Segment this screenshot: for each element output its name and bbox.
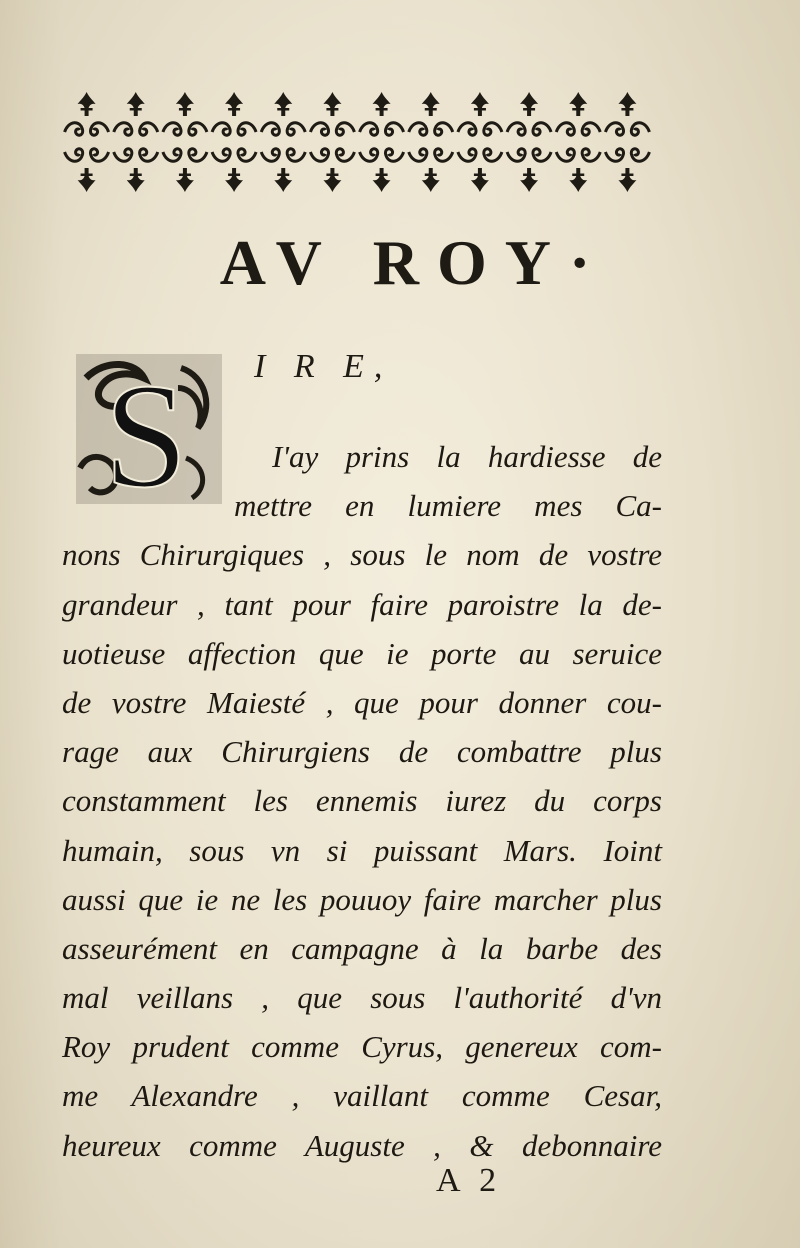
fleuron-unit <box>360 92 404 192</box>
fleuron-unit <box>409 92 453 192</box>
fleuron-unit <box>458 92 502 192</box>
text-line: mal veillans , que sous l'authorité d'vn <box>62 980 662 1016</box>
page-signature-mark: A 2 <box>436 1162 503 1199</box>
text-line: heureux comme Auguste , & debonnaire <box>62 1127 662 1163</box>
dropcap-letter: S <box>104 353 188 508</box>
fleuron-band-icon <box>62 92 652 192</box>
fleuron-unit <box>65 92 109 192</box>
fleuron-unit <box>261 92 305 192</box>
text-line: nons Chirurgiques , sous le nom de vostre <box>62 537 662 573</box>
text-line: uotieuse affection que ie porte au seruice <box>62 635 662 671</box>
text-line: mettre en lumiere mes Ca- <box>234 488 662 524</box>
text-line: I'ay prins la hardiesse de <box>272 439 662 474</box>
dedication-text <box>62 432 662 1170</box>
fleuron-unit <box>310 92 354 192</box>
text-line: asseurément en campagne à la barbe des <box>62 930 662 966</box>
text-line: grandeur , tant pour faire paroistre la de- <box>62 586 662 622</box>
text-line: humain, sous vn si puissant Mars. Ioint <box>62 832 662 868</box>
fleuron-unit <box>556 92 600 192</box>
text-line: Roy prudent comme Cyrus, genereux com- <box>62 1029 662 1065</box>
salutation: I R E, <box>254 348 393 385</box>
fleuron-unit <box>605 92 649 192</box>
text-line: de vostre Maiesté , que pour donner cou- <box>62 684 662 720</box>
fleuron-unit <box>507 92 551 192</box>
fleuron-unit <box>163 92 207 192</box>
text-line: aussi que ie ne les pouuoy faire marcher plus <box>62 881 662 917</box>
text-line: me Alexandre , vaillant comme Cesar, <box>62 1078 662 1114</box>
text-line: rage aux Chirurgiens de combattre plus <box>62 734 662 770</box>
page-title: AV ROY· <box>219 227 591 298</box>
fleuron-unit <box>212 92 256 192</box>
fleuron-unit <box>114 92 158 192</box>
text-line: constamment les ennemis iurez du corps <box>62 783 662 819</box>
